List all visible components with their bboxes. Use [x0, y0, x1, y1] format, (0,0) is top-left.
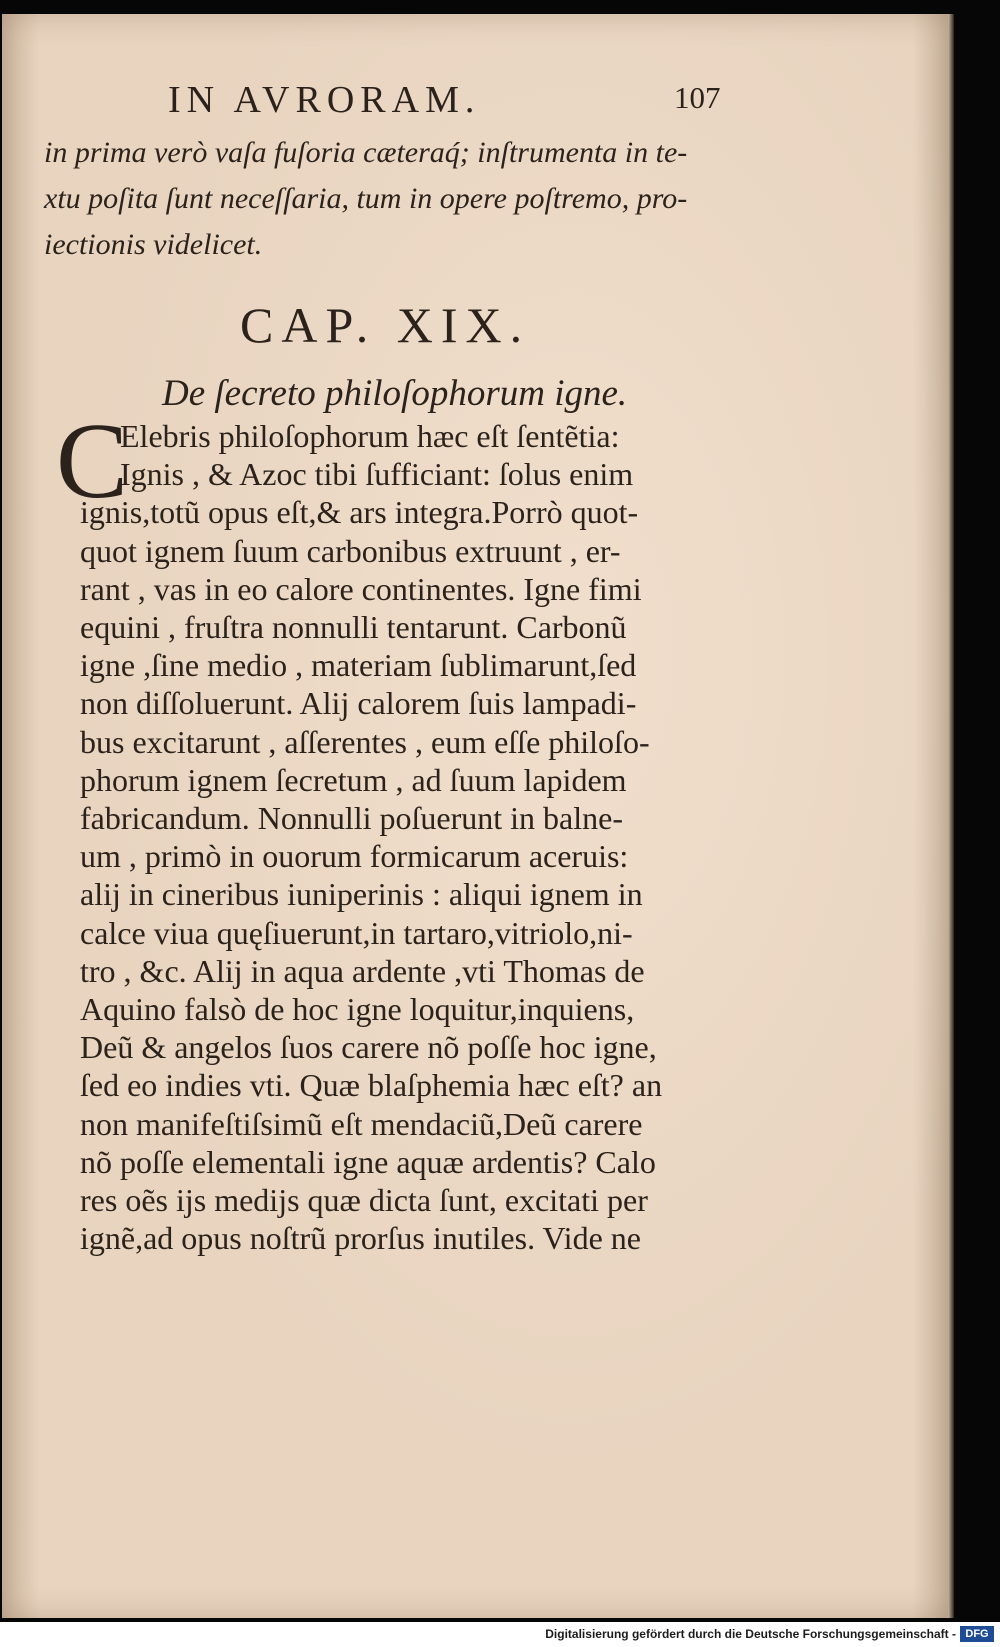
continuation-line: in prima verò vaſa fuſoria cæteraq́; inſtrumenta in te- [44, 136, 688, 169]
body-line: calce viua quęſiuerunt,in tartaro,vitriolo,ni- [80, 914, 633, 951]
body-line: equini , fruſtra nonnulli tentarunt. Carbonũ [80, 609, 627, 645]
body-line: phorum ignem ſecretum , ad ſuum lapidem [80, 761, 627, 798]
continuation-line: iectionis videlicet. [44, 228, 263, 261]
continuation-text [44, 130, 744, 268]
body-line: Ignis , & Azoc tibi ſufficiant: ſolus enim [120, 456, 634, 493]
body-line: nõ poſſe elementali igne aquæ ardentis? Calo [80, 1143, 656, 1180]
body-line: Deũ & angelos ſuos carere nõ poſſe hoc igne, [80, 1029, 657, 1066]
body-line: ignis,totũ opus eſt,& ars integra.Porrò quot- [80, 494, 639, 531]
dfg-logo: DFG [960, 1626, 994, 1642]
chapter-subtitle: De ſecreto philoſophorum igne. [162, 373, 628, 414]
funding-credit: Digitalisierung gefördert durch die Deutsche Forschungsgemeinschaft - [545, 1627, 956, 1641]
body-line: alij in cineribus iuniperinis : aliqui ignem in [80, 876, 643, 913]
drop-cap: C [56, 402, 129, 521]
body-line: quot ignem ſuum carbonibus extruunt , er- [80, 532, 621, 569]
body-line: ſed eo indies vti. Quæ blaſphemia hæc eſt? an [80, 1067, 663, 1104]
body-line: rant , vas in eo calore continentes. Igne fimi [80, 570, 642, 607]
page-number: 107 [674, 80, 721, 115]
body-line: bus excitarunt , aſſerentes , eum eſſe philoſo- [80, 723, 650, 760]
body-line: Elebris philoſophorum hæc eſt ſentẽtia: [120, 418, 620, 454]
body-line: non diſſoluerunt. Alij calorem ſuis lampadi- [80, 685, 637, 722]
body-line: ignẽ,ad opus noſtrũ prorſus inutiles. Vide ne [80, 1220, 641, 1257]
body-line: Aquino falsò de hoc igne loquitur,inquiens, [80, 991, 635, 1027]
chapter-heading: CAP. XIX. [240, 297, 531, 353]
running-title: IN AVRORAM. [168, 79, 481, 121]
continuation-line: xtu poſita ſunt neceſſaria, tum in opere poſtremo, pro- [44, 182, 688, 215]
body-line: fabricandum. Nonnulli poſuerunt in balne- [80, 800, 623, 836]
page-edge [948, 14, 954, 1618]
digitization-footer [0, 1622, 1000, 1647]
body-line: res oẽs ijs medijs quæ dicta ſunt, excitati per [80, 1182, 648, 1218]
body-line: um , primò in ouorum formicarum aceruis: [80, 838, 629, 875]
body-line: non manifeſtiſsimũ eſt mendaciũ,Deũ carere [80, 1105, 643, 1142]
body-line: tro , &c. Alij in aqua ardente ,vti Thomas de [80, 952, 645, 989]
body-line: igne ,ſine medio , materiam ſublimarunt,ſed [80, 647, 637, 684]
